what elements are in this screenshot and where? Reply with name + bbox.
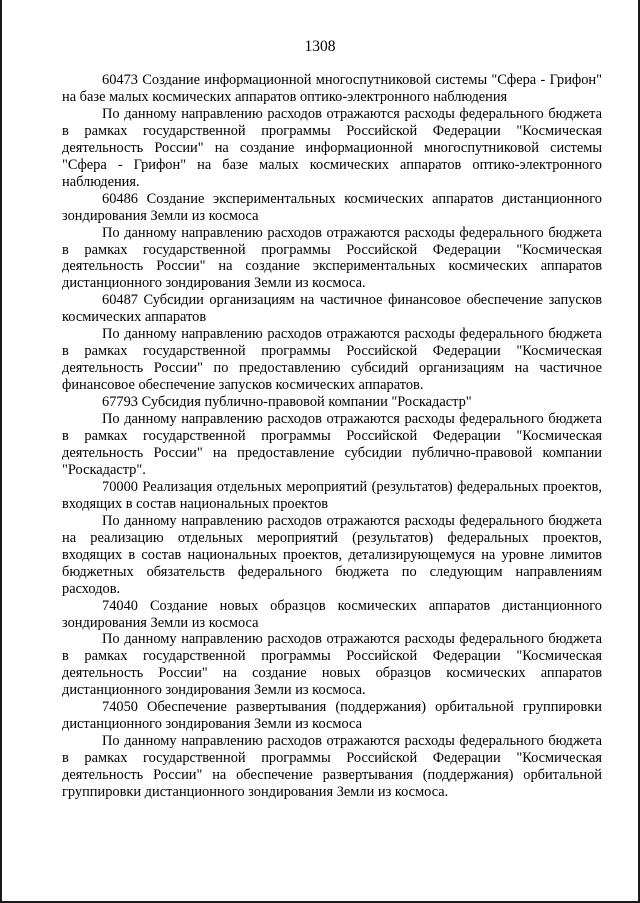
description-60486: По данному направлению расходов отражаются расходы федерального бюджета в рамках государственной программы Российской Федерации "Космическая деятельность России" на создание экспериментальных космических аппаратов дистанционного зондирования Земли из космоса. [62, 224, 602, 292]
description-70000: По данному направлению расходов отражаются расходы федерального бюджета на реализацию отдельных мероприятий (результатов) федеральных проектов, входящих в состав национальных проектов, детализирующемуся на уровне лимитов бюджетных обязательств федерального бюджета по следующим направлениям расходов. [62, 512, 602, 597]
page-number: 1308 [304, 38, 336, 55]
code-heading-74040: 74040 Создание новых образцов космических аппаратов дистанционного зондирования Земли из космоса [62, 597, 602, 631]
description-60487: По данному направлению расходов отражаются расходы федерального бюджета в рамках государственной программы Российской Федерации "Космическая деятельность России" по предоставлению субсидий организациям на частичное финансовое обеспечение запусков космических аппаратов. [62, 326, 602, 394]
description-60473: По данному направлению расходов отражаются расходы федерального бюджета в рамках государственной программы Российской Федерации "Космическая деятельность России" на создание информационной многоспутниковой системы "Сфера - Грифон" на базе малых космических аппаратов оптико-электронного наблюдения. [62, 105, 602, 190]
description-74050: По данному направлению расходов отражаются расходы федерального бюджета в рамках государственной программы Российской Федерации "Космическая деятельность России" на обеспечение развертывания (поддержания) орбитальной группировки дистанционного зондирования Земли из космоса. [62, 733, 602, 801]
code-heading-60473: 60473 Создание информационной многоспутниковой системы "Сфера - Грифон" на базе малых космических аппаратов оптико-электронного наблюдения [62, 72, 602, 105]
document-body [62, 72, 602, 801]
code-heading-60487: 60487 Субсидии организациям на частичное финансовое обеспечение запусков космических аппаратов [62, 292, 602, 326]
code-heading-74050: 74050 Обеспечение развертывания (поддержания) орбитальной группировки дистанционного зондирования Земли из космоса [62, 699, 602, 733]
description-74040: По данному направлению расходов отражаются расходы федерального бюджета в рамках государственной программы Российской Федерации "Космическая деятельность России" на создание новых образцов космических аппаратов дистанционного зондирования Земли из космоса. [62, 631, 602, 699]
description-67793: По данному направлению расходов отражаются расходы федерального бюджета в рамках государственной программы Российской Федерации "Космическая деятельность России" на предоставление субсидии публично-правовой компании "Роскадастр". [62, 411, 602, 478]
code-heading-60486: 60486 Создание экспериментальных космических аппаратов дистанционного зондирования Земли из космоса [62, 190, 602, 224]
code-heading-67793: 67793 Субсидия публично-правовой компании "Роскадастр" [102, 394, 472, 411]
code-heading-70000: 70000 Реализация отдельных мероприятий (результатов) федеральных проектов, входящих в состав национальных проектов [62, 478, 602, 512]
scan-edge-left [0, 0, 2, 903]
